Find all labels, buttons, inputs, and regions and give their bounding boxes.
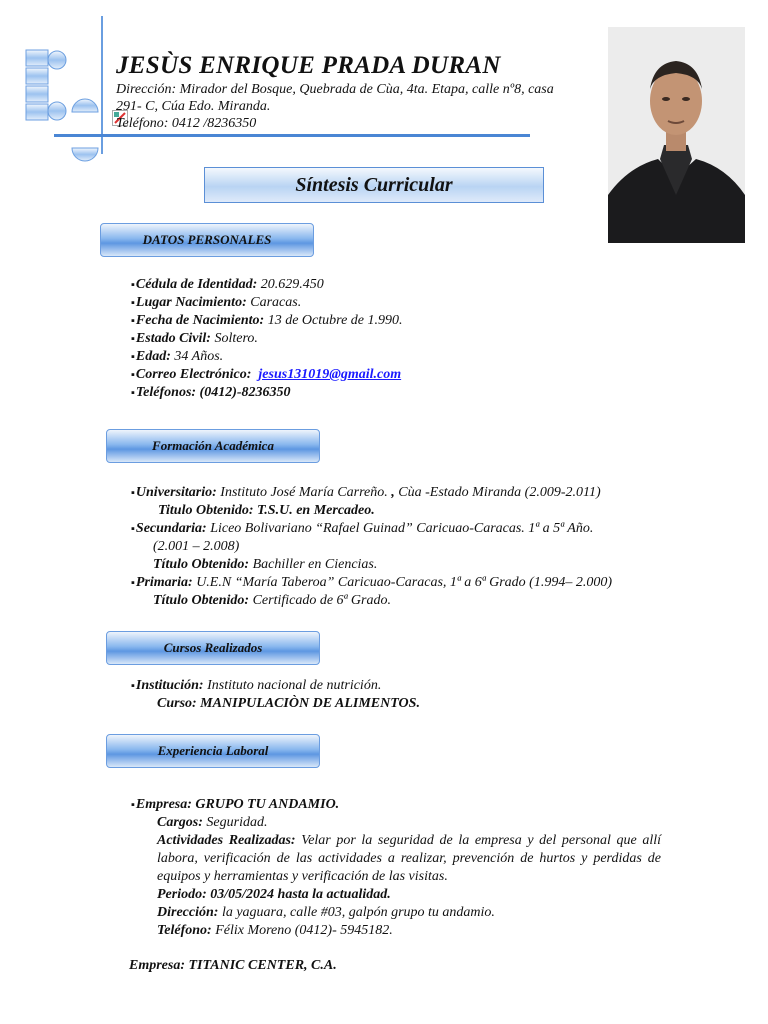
personal-row: ▪ Fecha de Nacimiento: 13 de Octubre de 1.990. xyxy=(131,312,671,330)
section-heading-personal: DATOS PERSONALES xyxy=(100,223,314,257)
experience-cargo: Cargos: Seguridad. xyxy=(157,815,268,830)
experience-details xyxy=(131,814,661,940)
address-line-1: Dirección: Mirador del Bosque, Quebrada de Cùa, 4ta. Etapa, calle nº8, casa xyxy=(116,82,554,97)
education-secondary-years: (2.001 – 2.008) xyxy=(153,539,240,554)
decorative-logo xyxy=(24,44,104,174)
phone-line: Teléfono: 0412 /8236350 xyxy=(116,116,257,131)
address-line-2: 291- C, Cúa Edo. Miranda. xyxy=(116,99,271,114)
header-divider xyxy=(54,134,530,137)
email-row: ▪ Correo Electrónico: jesus131019@gmail.com xyxy=(131,366,671,384)
section-heading-experience: Experiencia Laboral xyxy=(106,734,320,768)
contact-block xyxy=(116,81,604,132)
candidate-name: JESÙS ENRIQUE PRADA DURAN xyxy=(116,52,501,79)
education-primary-title: Título Obtenido: Certificado de 6ª Grado. xyxy=(153,593,391,608)
experience-company-2: Empresa: TITANIC CENTER, C.A. xyxy=(129,958,337,973)
experience-address: Dirección: la yaguara, calle #03, galpón grupo tu andamio. xyxy=(157,905,495,920)
section-heading-courses: Cursos Realizados xyxy=(106,631,320,665)
education-primary: ▪ Primaria: U.E.N “María Taberoa” Caricuao-Caracas, 1ª a 6ª Grado (1.994– 2.000) xyxy=(131,574,661,592)
education-list xyxy=(131,484,661,610)
profile-photo xyxy=(608,27,745,243)
section-heading-education: Formación Académica xyxy=(106,429,320,463)
experience-activities: Actividades Realizadas: Velar por la seguridad de la empresa y del personal que allí labora, verificación de las actividades a realizar, prevención de hurtos y perdidas de equipos y herramientas y verificación de las visitas. xyxy=(157,833,661,884)
education-university: ▪ Universitario: Instituto José María Carreño. , Cùa -Estado Miranda (2.009-2.011) xyxy=(131,484,661,502)
education-university-title: Titulo Obtenido: T.S.U. en Mercadeo. xyxy=(158,503,375,518)
personal-row: ▪ Edad: 34 Años. xyxy=(131,348,671,366)
email-link[interactable]: jesus131019@gmail.com xyxy=(258,367,402,382)
course-name: Curso: MANIPULACIÒN DE ALIMENTOS. xyxy=(157,696,420,711)
personal-data-list xyxy=(131,276,671,402)
courses-list xyxy=(131,677,661,713)
phones-row: ▪ Teléfonos: (0412)-8236350 xyxy=(131,384,671,402)
experience-company: ▪ Empresa: GRUPO TU ANDAMIO. xyxy=(131,796,661,814)
course-institution: ▪ Institución: Instituto nacional de nutrición. xyxy=(131,677,661,695)
personal-row: ▪ Estado Civil: Soltero. xyxy=(131,330,671,348)
experience-phone: Teléfono: Félix Moreno (0412)- 5945182. xyxy=(157,923,393,938)
personal-row: ▪ Cédula de Identidad: 20.629.450 xyxy=(131,276,671,294)
experience-period: Periodo: 03/05/2024 hasta la actualidad. xyxy=(157,887,391,902)
personal-row: ▪ Lugar Nacimiento: Caracas. xyxy=(131,294,671,312)
experience-list xyxy=(131,796,661,940)
education-secondary-title: Título Obtenido: Bachiller en Ciencias. xyxy=(153,557,378,572)
document-title: Síntesis Curricular xyxy=(204,167,544,203)
education-secondary: ▪ Secundaria: Liceo Bolivariano “Rafael Guinad” Caricuao-Caracas. 1ª a 5ª Año. xyxy=(131,520,661,538)
